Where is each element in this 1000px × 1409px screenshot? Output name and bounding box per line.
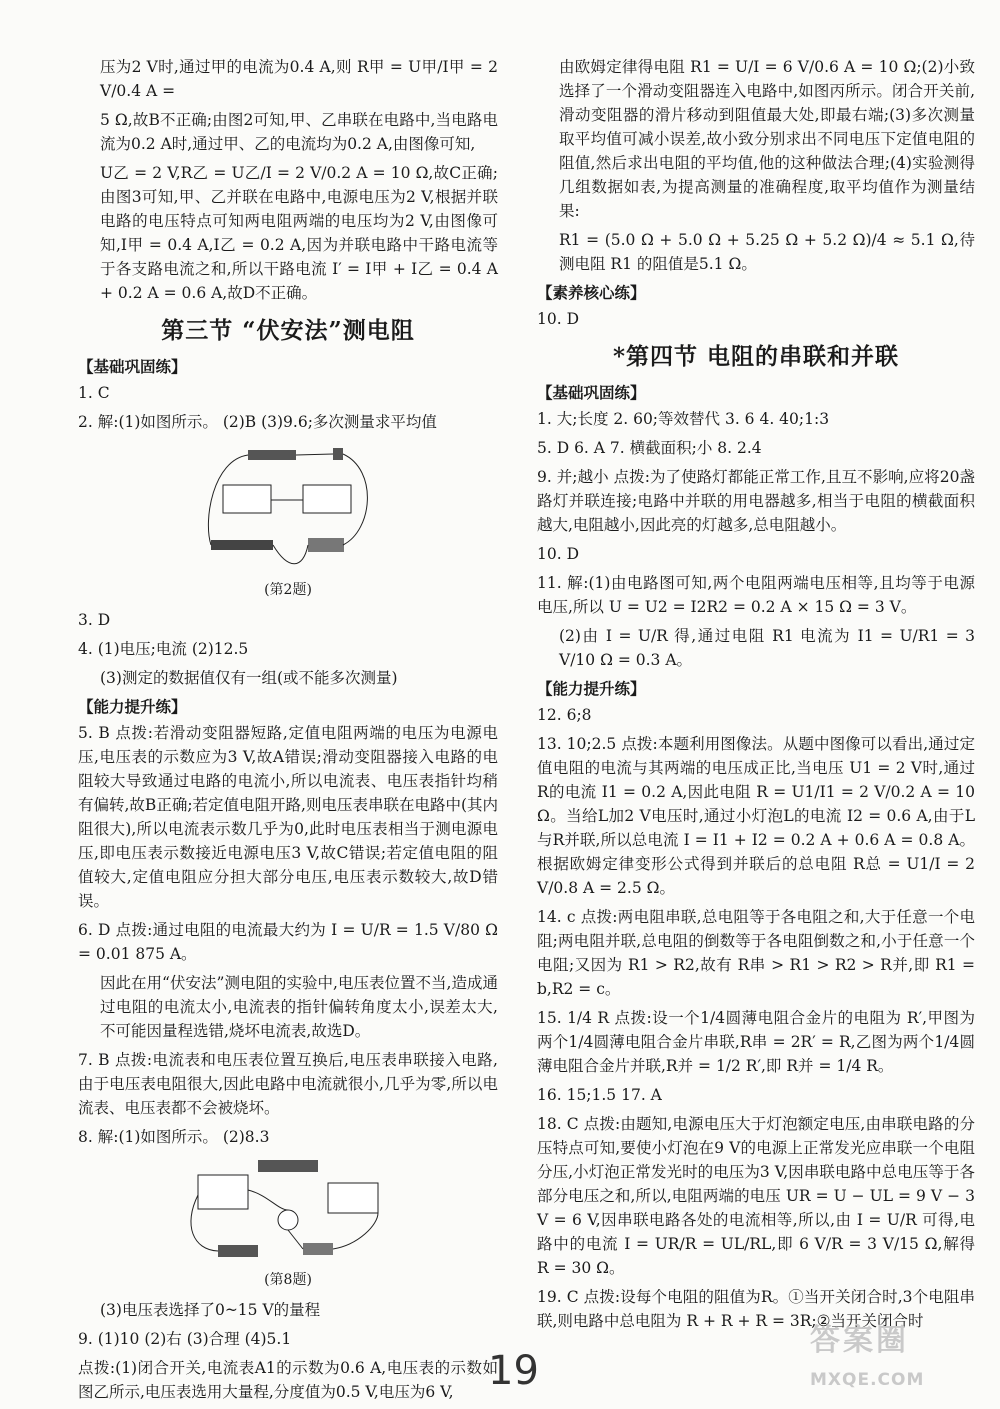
answer-10: 10. D [537, 310, 580, 329]
watermark [810, 1318, 924, 1393]
answer-13: 13. 10;2.5 点拨:本题利用图像法。从题中图像可以看出,通过定值电阻的电流与其两端的电压成正比,当电压 U1 = 2 V时,通过R的电流 I1 = 0.2 A,因此电阻 R = U1/I1 = 2 V/0.2 A = 10 Ω。当给L加2 V电压时,通过小灯泡L的电流 I2 = 0.6 A,由于L与R并联,所以总电流 I = I1 + I2 = 0.2 A + 0.6 A = 0.8 A。根据欧姆定律变形公式得到并联后的总电阻 R总 = U1/I = 2 V/0.8 A = 2.5 Ω。 [537, 735, 975, 898]
page-number: 19 [488, 1348, 539, 1394]
answer-11-b: (2)由 I = U/R 得,通过电阻 R1 电流为 I1 = U/R1 = 3 V/10 Ω = 0.3 A。 [559, 626, 975, 669]
text-line: 由欧姆定律得电阻 R1 = U/I = 6 V/0.6 A = 10 Ω;(2)小致选择了一个滑动变阻器连入电路中,如图丙所示。闭合开关前,滑动变阻器的滑片移动到阻值最大处,即最右端;(3)多次测量取平均值可减小误差,故小致分别求出不同电压下定值电阻的阻值,然后求出电阻的平均值,他的这种做法合理;(4)实验测得几组数据如表,为提高测量的准确程度,取平均值作为测量结果: [559, 58, 975, 221]
answer-18: 18. C 点拨:由题知,电源电压大于灯泡额定电压,由串联电路的分压特点可知,要使小灯泡在9 V的电源上正常发光应串联一个电阻分压,小灯泡正常发光时的电压为3 V,因串联电路中总电压等于各部分电压之和,所以,电阻两端的电压 UR = U − UL = 9 V − 3 V = 6 V,因串联电路各处的电流相等,所以,由 I = U/R 可得,电路中的电流 I = UR/R = UL/RL,即 6 V/R = 3 V/15 Ω,解得 R = 30 Ω。 [537, 1115, 975, 1278]
answer-9: 9. 并;越小 点拨:为了使路灯都能正常工作,且互不影响,应将20盏路灯并联连接;电路中并联的用电器越多,相当于电阻的横截面积越大,电阻越小,因此亮的灯越多,总电阻越小。 [537, 467, 975, 534]
answer-6-b: 因此在用“伏安法”测电阻的实验中,电压表位置不当,造成通过电阻的电流太小,电流表的指针偏转角度太小,误差太大,不可能因量程选错,烧坏电流表,故选D。 [100, 973, 498, 1040]
circuit-diagram-8 [188, 1155, 388, 1270]
answer-7: 7. B 点拨:电流表和电压表位置互换后,电压表串联接入电路,由于电压表电阻很大,因此电路中电流就很小,几乎为零,所以电流表、电压表都不会被烧坏。 [78, 1050, 498, 1117]
text-line: 5 Ω,故B不正确;由图2可知,甲、乙串联在电路中,当电路电流为0.2 A时,通过甲、乙的电流均为0.2 A,由图像可知, [100, 111, 498, 154]
answer-11: 11. 解:(1)由电路图可知,两个电阻两端电压相等,且均等于电源电压,所以 U = U2 = I2R2 = 0.2 A × 15 Ω = 3 V。 [537, 573, 975, 616]
answer-1: 1. C [78, 383, 110, 402]
tag-ability: 【能力提升练】 [78, 696, 187, 716]
circuit-diagram-2 [193, 440, 383, 580]
answer-19: 19. C 点拨:设每个电阻的阻值为R。①当开关闭合时,3个电阻串联,则电路中总电阻为 R + R + R = 3R;②当开关闭合时 [537, 1288, 975, 1331]
answer-9-b: 点拨:(1)闭合开关,电流表A1的示数为0.6 A,电压表的示数如图乙所示,电压表选用大量程,分度值为0.5 V,电压为6 V, [78, 1358, 498, 1401]
figure-8 [78, 1155, 498, 1292]
tag-basic: 【基础巩固练】 [537, 382, 646, 402]
tag-core: 【素养核心练】 [537, 283, 646, 303]
answer-8-b: (3)电压表选择了0~15 V的量程 [100, 1300, 321, 1319]
section-title: *第四节 电阻的串联和并联 [612, 343, 900, 371]
text-line: U乙 = 2 V,R乙 = U乙/I = 2 V/0.2 A = 10 Ω,故C正确;由图3可知,甲、乙并联在电路中,电源电压为2 V,根据并联电路的电压特点可知两电阻两端的电压均为2 V,由图像可知,I甲 = 0.4 A,I乙 = 0.2 A,因为并联电路中干路电流等于各支路电流之和,所以干路电流 I′ = I甲 + I乙 = 0.4 A + 0.2 A = 0.6 A,故D不正确。 [100, 164, 498, 303]
answer-15: 15. 1/4 R 点拨:设一个1/4圆薄电阻合金片的电阻为 R′,甲图为两个1/4圆薄电阻合金片串联,R串 = 2R′ = R,乙图为两个1/4圆薄电阻合金片并联,R并 = 1/2 R′,即 R并 = 1/4 R。 [537, 1009, 975, 1076]
answer-12: 12. 6;8 [537, 706, 592, 724]
answer-4: 4. (1)电压;电流 (2)12.5 [78, 639, 249, 658]
section-title: 第三节 “伏安法”测电阻 [161, 317, 415, 345]
figure-caption: (第8题) [264, 1271, 312, 1288]
watermark-logo-text: 答案圈 [810, 1323, 909, 1358]
answer-4-b: (3)测定的数据值仅有一组(或不能多次测量) [100, 668, 398, 687]
tag-basic: 【基础巩固练】 [78, 356, 187, 376]
text-line: 压为2 V时,通过甲的电流为0.4 A,则 R甲 = U甲/I甲 = 2 V/0.4 A = [100, 58, 498, 101]
answer-3: 3. D [78, 610, 111, 629]
tag-ability: 【能力提升练】 [537, 678, 646, 698]
answer-2: 2. 解:(1)如图所示。 (2)B (3)9.6;多次测量求平均值 [78, 412, 437, 431]
text-line: R1 = (5.0 Ω + 5.0 Ω + 5.25 Ω + 5.2 Ω)/4 ≈ 5.1 Ω,待测电阻 R1 的阻值是5.1 Ω。 [559, 231, 975, 274]
answer-5-8: 5. D 6. A 7. 横截面积;小 8. 2.4 [537, 438, 762, 457]
answer-10: 10. D [537, 544, 580, 563]
watermark-url: MXQE.COM [810, 1369, 925, 1390]
figure-2 [78, 440, 498, 602]
answer-1-4: 1. 大;长度 2. 60;等效替代 3. 6 4. 40;1:3 [537, 409, 830, 428]
answer-6: 6. D 点拨:通过电阻的电流最大约为 I = U/R = 1.5 V/80 Ω = 0.01 875 A。 [78, 920, 498, 963]
answer-16-17: 16. 15;1.5 17. A [537, 1086, 662, 1105]
figure-caption: (第2题) [264, 581, 312, 598]
answer-5: 5. B 点拨:若滑动变阻器短路,定值电阻两端的电压为电源电压,电压表的示数应为3 V,故A错误;滑动变阻器接入电路的电阻较大导致通过电路的电流小,所以电流表、电压表指针均稍有偏转,故B正确;若定值电阻开路,则电压表串联在电路中(其内阻很大),所以电流表示数几乎为0,此时电压表相当于测电源电压,即电压表示数接近电源电压3 V,故C错误;若定值电阻的阻值较大,定值电阻应分担大部分电压,电压表示数较大,故D错误。 [78, 723, 499, 910]
left-column [78, 55, 498, 1409]
answer-8: 8. 解:(1)如图所示。 (2)8.3 [78, 1127, 270, 1146]
right-column [537, 55, 975, 1338]
answer-9: 9. (1)10 (2)右 (3)合理 (4)5.1 [78, 1329, 292, 1348]
answer-14: 14. c 点拨:两电阻串联,总电阻等于各电阻之和,大于任意一个电阻;两电阻并联,总电阻的倒数等于各电阻倒数之和,小于任意一个电阻;又因为 R1 > R2,故有 R串 > R1 > R2 > R并,即 R1 = b,R2 = c。 [537, 908, 975, 999]
